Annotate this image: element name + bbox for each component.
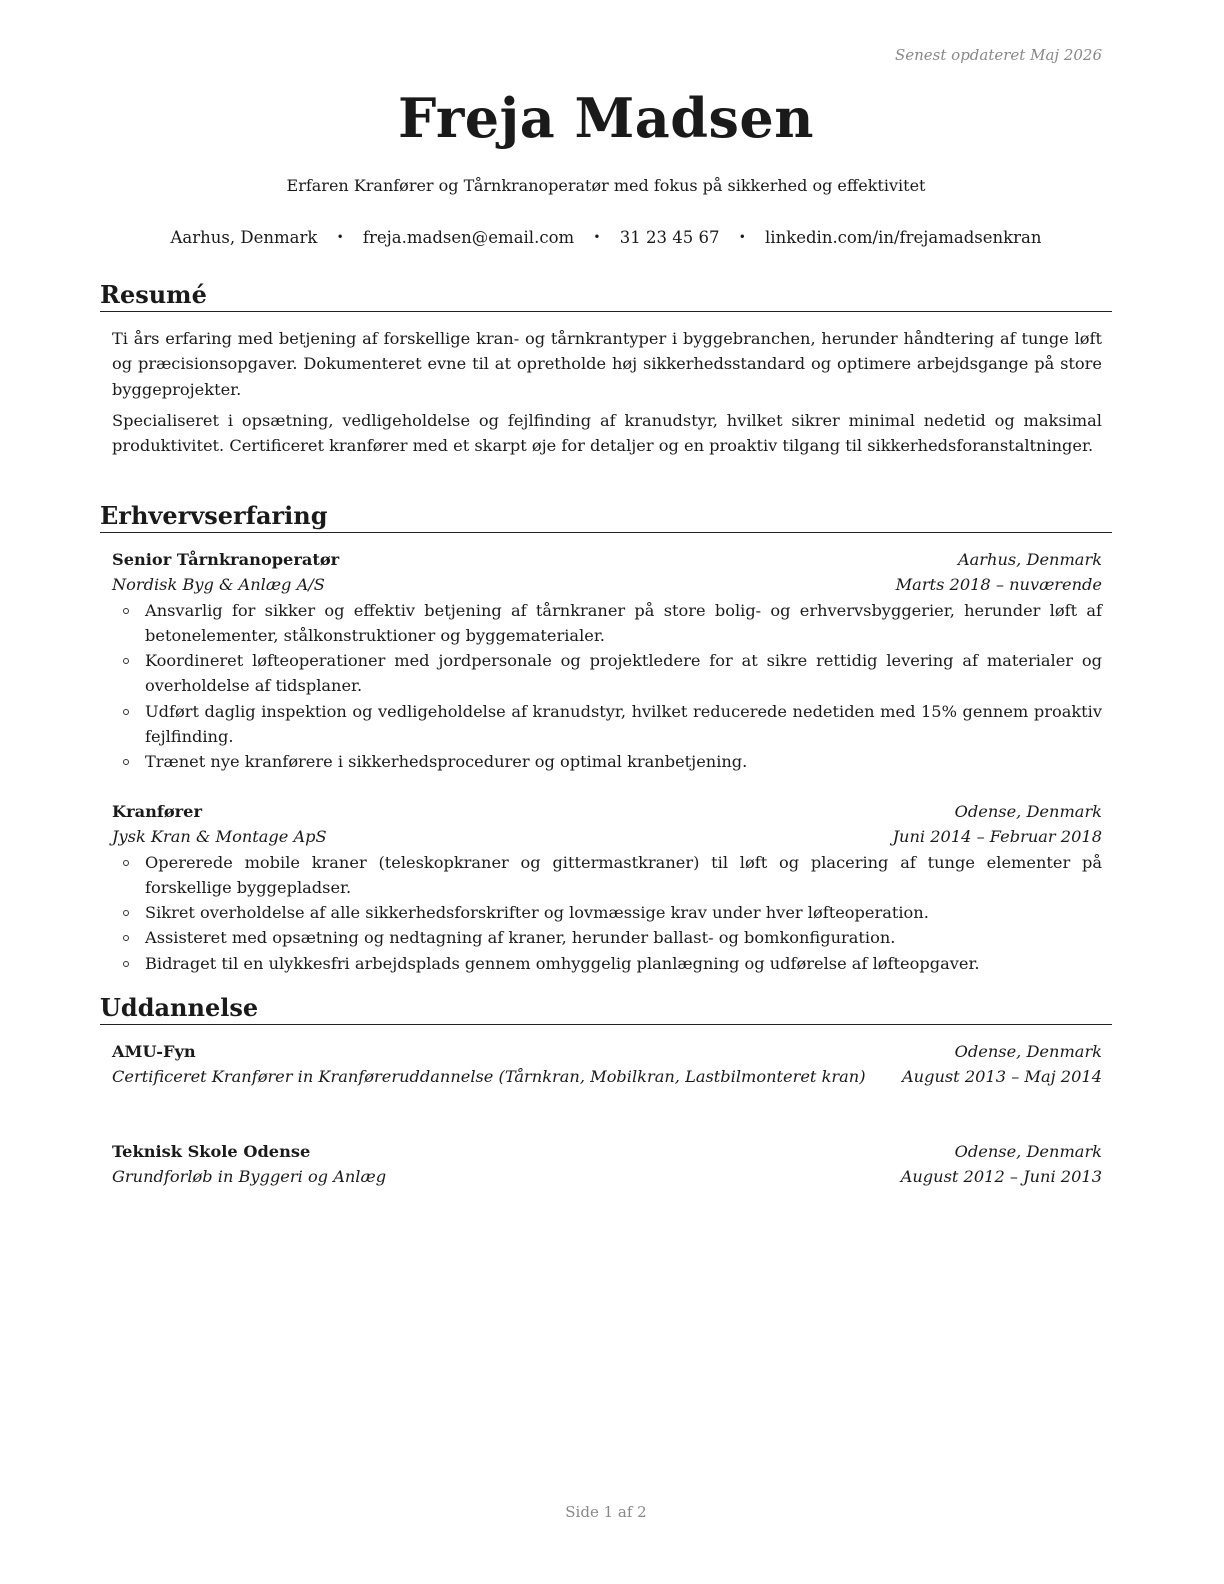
bullet-text: Trænet nye kranførere i sikkerhedsprocedurer og optimal kranbetjening. (145, 752, 748, 772)
list-item (112, 648, 1102, 699)
contact-line (100, 228, 1112, 247)
person-name: Freja Madsen (397, 86, 815, 150)
list-item (112, 951, 1102, 976)
job-dates: Marts 2018 – nuværende (895, 575, 1102, 595)
job-location: Odense, Denmark (954, 802, 1102, 821)
school-dates: August 2012 – Juni 2013 (900, 1167, 1102, 1187)
section-title-experience: Erhvervserfaring (100, 501, 1112, 533)
bullet-circle-icon (123, 860, 129, 866)
separator-dot: • (593, 230, 601, 244)
contact-location: Aarhus, Denmark (170, 228, 318, 247)
job-dates: Juni 2014 – Februar 2018 (892, 827, 1102, 847)
job-entry (112, 547, 1102, 775)
school-location: Odense, Denmark (954, 1142, 1102, 1161)
bullet-text: Assisteret med opsætning og nedtagning af kraner, herunder ballast- og bomkonfiguration. (145, 928, 896, 948)
bullet-text: Bidraget til en ulykkesfri arbejdsplads gennem omhyggelig planlægning og udførelse af løfteopgaver. (145, 953, 980, 973)
contact-email[interactable]: freja.madsen@email.com (362, 228, 575, 247)
job-location: Aarhus, Denmark (957, 550, 1102, 569)
bullet-circle-icon (123, 759, 129, 765)
job-company: Nordisk Byg & Anlæg A/S (112, 575, 325, 595)
section-title-education: Uddannelse (100, 993, 1112, 1025)
job-role: Senior Tårnkranoperatør (112, 550, 340, 569)
separator-dot: • (336, 230, 344, 244)
bullet-circle-icon (123, 910, 129, 916)
school-name: AMU-Fyn (112, 1042, 196, 1061)
list-item (112, 598, 1102, 649)
job-bullets (112, 598, 1102, 775)
bullet-circle-icon (123, 961, 129, 967)
summary-paragraph: Specialiseret i opsætning, vedligeholdelse og fejlfinding af kranudstyr, hvilket sikrer minimal nedetid og maksimal produktivitet. Certificeret kranfører med et skarpt øje for detaljer og en proaktiv tilgang til sikkerhedsforanstaltninger. (112, 411, 1102, 456)
list-item (112, 900, 1102, 925)
summary-paragraph: Ti års erfaring med betjening af forskellige kran- og tårnkrantyper i byggebranchen, herunder håndtering af tunge løft og præcisionsopgaver. Dokumenteret evne til at opretholde høj sikkerhedsstandard og optimere arbejdsgange på store byggeprojekter. (112, 329, 1102, 399)
job-role: Kranfører (112, 802, 202, 821)
contact-linkedin[interactable]: linkedin.com/in/frejamadsenkran (765, 228, 1042, 247)
list-item (112, 850, 1102, 901)
list-item (112, 749, 1102, 774)
bullet-circle-icon (123, 658, 129, 664)
school-dates: August 2013 – Maj 2014 (901, 1067, 1102, 1087)
job-bullets (112, 850, 1102, 976)
contact-phone[interactable]: 31 23 45 67 (619, 228, 720, 247)
school-degree: Grundforløb in Byggeri og Anlæg (112, 1167, 387, 1187)
bullet-text: Opererede mobile kraner (teleskopkraner og gittermastkraner) til løft og placering af tunge elementer på forskellige byggepladser. (145, 852, 1102, 897)
school-name: Teknisk Skole Odense (112, 1142, 311, 1161)
school-degree: Certificeret Kranfører in Kranføreruddannelse (Tårnkran, Mobilkran, Lastbilmonteret kran) (112, 1067, 866, 1087)
bullet-circle-icon (123, 709, 129, 715)
school-location: Odense, Denmark (954, 1042, 1102, 1061)
job-entry (112, 799, 1102, 976)
education-entry (112, 1039, 1102, 1090)
job-company: Jysk Kran & Montage ApS (112, 827, 327, 847)
resume-page (100, 0, 1112, 1584)
list-item (112, 699, 1102, 750)
education-entry (112, 1139, 1102, 1190)
bullet-text: Sikret overholdelse af alle sikkerhedsforskrifter og lovmæssige krav under hver løfteoperation. (145, 903, 929, 923)
page-number: Side 1 af 2 (565, 1503, 647, 1521)
bullet-circle-icon (123, 935, 129, 941)
list-item (112, 925, 1102, 950)
bullet-text: Ansvarlig for sikker og effektiv betjening af tårnkraner på store bolig- og erhvervsbyggerier, herunder løft af betonelementer, stålkonstruktioner og byggematerialer. (145, 600, 1102, 645)
bullet-text: Udført daglig inspektion og vedligeholdelse af kranudstyr, hvilket reducerede nedetiden med 15% gennem proaktiv fejlfinding. (145, 701, 1102, 747)
bullet-text: Koordineret løfteoperationer med jordpersonale og projektledere for at sikre rettidig levering af materialer og overholdelse af tidsplaner. (145, 651, 1102, 696)
section-title-summary: Resumé (100, 280, 1112, 312)
last-updated: Senest opdateret Maj 2026 (894, 46, 1102, 64)
separator-dot: • (738, 230, 746, 244)
tagline: Erfaren Kranfører og Tårnkranoperatør med fokus på sikkerhed og effektivitet (286, 176, 926, 195)
bullet-circle-icon (123, 608, 129, 614)
